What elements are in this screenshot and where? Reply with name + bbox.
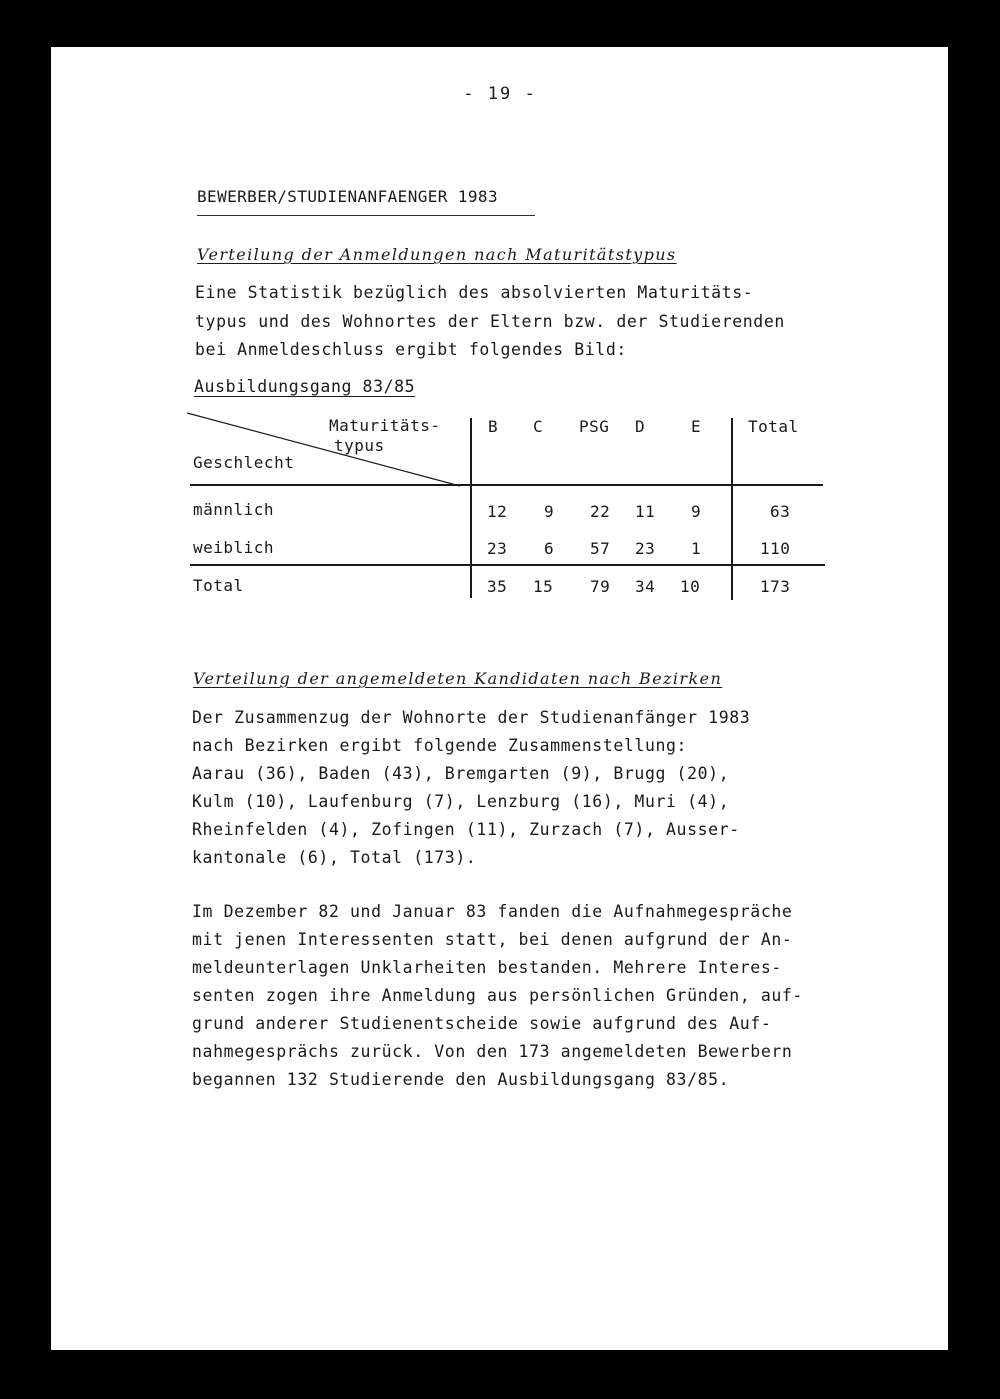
section2-line: nach Bezirken ergibt folgende Zusammenstellung: [192,736,688,755]
section3-line: senten zogen ihre Anmeldung aus persönlichen Gründen, auf- [192,986,803,1005]
heading-underline [197,215,535,216]
table-vline-right [731,418,733,600]
table-vline-left [470,418,472,598]
table-cell: 23 [487,539,508,558]
section1-line: bei Anmeldeschluss ergibt folgendes Bild: [195,340,627,359]
table-cell: 23 [635,539,656,558]
section1-line: typus und des Wohnortes der Eltern bzw. der Studierenden [195,312,785,331]
col-header-total: Total [748,417,799,436]
row-label: männlich [193,500,275,519]
section3-line: grund anderer Studienentscheide sowie aufgrund des Auf- [192,1014,772,1033]
table-cell: 11 [635,502,656,521]
col-header-e: E [691,417,702,436]
section3-line: nahmegesprächs zurück. Von den 173 angemeldeten Bewerbern [192,1042,793,1061]
table-cell: 79 [590,577,611,596]
table-cell: 63 [770,502,791,521]
table-cell: 110 [760,539,791,558]
col-header-c: C [533,417,544,436]
page-number: - 19 - [463,84,537,104]
section2-line: Der Zusammenzug der Wohnorte der Studienanfänger 1983 [192,708,751,727]
section3-line: begannen 132 Studierende den Ausbildungsgang 83/85. [192,1070,730,1089]
section2-title: Verteilung der angemeldeten Kandidaten nach Bezirken [193,669,723,688]
table-cell: 35 [487,577,508,596]
section1-line: Eine Statistik bezüglich des absolvierten Maturitäts- [195,283,754,302]
table-cell: 12 [487,502,508,521]
col-header-psg: PSG [579,417,610,436]
table-cell: 15 [533,577,554,596]
row-label: Total [193,576,244,595]
table-hline-header [190,484,823,486]
section1-title: Verteilung der Anmeldungen nach Maturitätstypus [197,245,677,264]
table-hline-total [190,564,825,566]
document-page [51,47,948,1350]
section3-line: meldeunterlagen Unklarheiten bestanden. Mehrere Interes- [192,958,782,977]
header-maturity: Maturitäts- [329,416,441,435]
table-cell: 57 [590,539,611,558]
header-geschlecht: Geschlecht [193,453,295,472]
section3-line: mit jenen Interessenten statt, bei denen aufgrund der An- [192,930,793,949]
table-cell: 9 [544,502,555,521]
section2-line: Rheinfelden (4), Zofingen (11), Zurzach (7), Ausser- [192,820,740,839]
table-cell: 6 [544,539,555,558]
table-cell: 9 [691,502,702,521]
table-cell: 10 [680,577,701,596]
section2-line: Kulm (10), Laufenburg (7), Lenzburg (16), Muri (4), [192,792,730,811]
header-typus: typus [334,436,385,455]
table-cell: 1 [691,539,702,558]
page-heading: BEWERBER/STUDIENANFAENGER 1983 [197,187,498,206]
table-caption: Ausbildungsgang 83/85 [194,377,416,396]
col-header-d: D [635,417,646,436]
table-cell: 173 [760,577,791,596]
section3-line: Im Dezember 82 und Januar 83 fanden die Aufnahmegespräche [192,902,793,921]
table-cell: 34 [635,577,656,596]
col-header-b: B [488,417,499,436]
section2-line: kantonale (6), Total (173). [192,848,477,867]
row-label: weiblich [193,538,275,557]
section2-line: Aarau (36), Baden (43), Bremgarten (9), Brugg (20), [192,764,730,783]
table-cell: 22 [590,502,611,521]
